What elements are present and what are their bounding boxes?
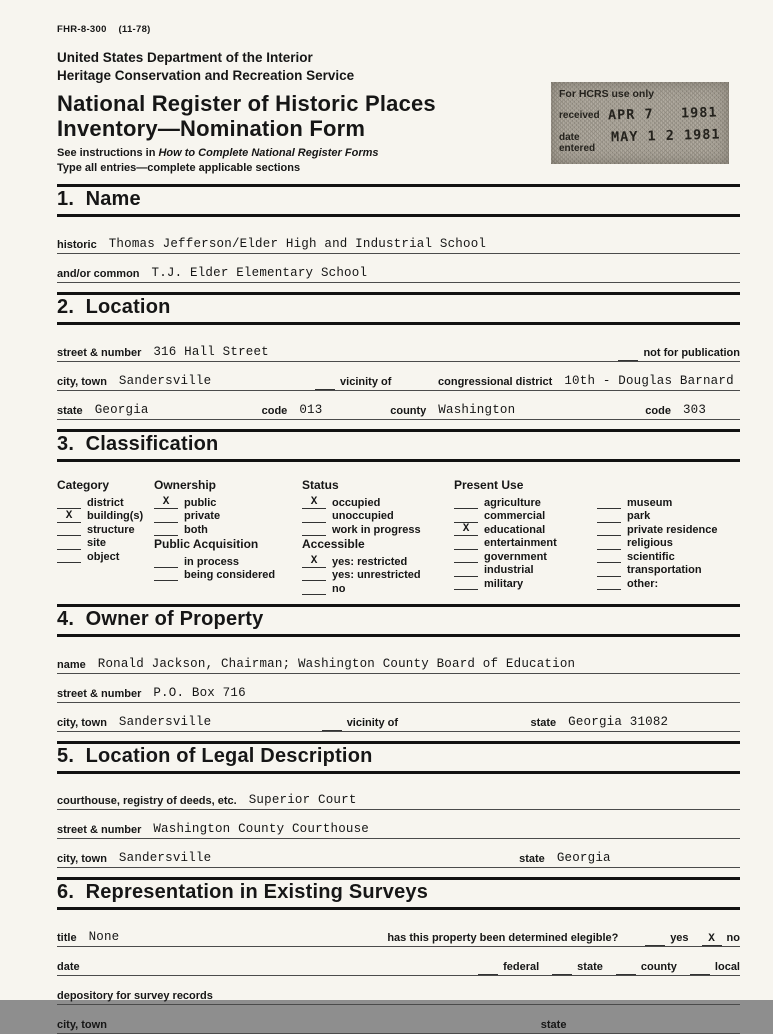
checkbox-row [57, 536, 154, 550]
checkbox-blank [302, 569, 326, 581]
checkbox-blank: X [454, 524, 478, 536]
street-row [57, 342, 740, 362]
checkbox-row [597, 496, 740, 510]
section-1-heading: 1. Name [57, 184, 740, 217]
owner-name-value: Ronald Jackson, Chairman; Washington County Board of Education [97, 656, 576, 671]
checkbox-row [454, 577, 597, 591]
historic-label: historic [57, 238, 97, 251]
checkbox-blank: X [154, 497, 178, 509]
owner-name-label: name [57, 658, 86, 671]
street-label: street & number [57, 346, 142, 359]
section-3-heading: 3. Classification [57, 429, 740, 462]
checkbox-row [154, 523, 302, 537]
local-checkbox-blank [690, 962, 710, 975]
legal-state-label: state [519, 853, 545, 866]
checkbox-label: entertainment [484, 537, 557, 550]
survey-date-row [57, 956, 740, 976]
accessible-title: Accessible [302, 537, 365, 552]
historic-name-row [57, 234, 740, 254]
stamp-received-date: APR 7 1981 [607, 104, 718, 124]
owner-street-value: P.O. Box 716 [153, 685, 246, 700]
courthouse-row [57, 790, 740, 810]
checkbox-label: private [184, 510, 221, 523]
checkbox-blank [57, 551, 81, 563]
common-label: and/or common [57, 267, 140, 280]
checkbox-label: site [87, 537, 106, 550]
owner-city-value: Sandersville [118, 714, 212, 729]
checkbox-row [454, 536, 597, 550]
checkbox-label: government [484, 550, 547, 563]
form-title-line-2: Inventory—Nomination Form [57, 115, 366, 141]
checkbox-blank [302, 583, 326, 595]
category-column [57, 478, 154, 595]
agency-line-2: Heritage Conservation and Recreation Service [57, 67, 355, 83]
checkbox-label: private residence [627, 523, 718, 536]
legal-street-label: street & number [57, 824, 142, 837]
common-value: T.J. Elder Elementary School [151, 265, 368, 280]
survey-title-row [57, 927, 740, 947]
checkbox-label: object [87, 550, 120, 563]
section-location [57, 292, 740, 420]
checkbox-blank [454, 578, 478, 590]
owner-city-row [57, 712, 740, 732]
checkbox-row [57, 523, 154, 537]
checkbox-label: unoccupied [332, 510, 394, 523]
checkbox-row [154, 496, 302, 510]
checkbox-label: other: [627, 577, 659, 590]
checkbox-blank: X [57, 511, 81, 523]
section-2-heading: 2. Location [57, 292, 740, 325]
checkbox-label: commercial [484, 510, 546, 523]
legal-street-row [57, 819, 740, 839]
street-value: 316 Hall Street [153, 344, 269, 359]
no-checkbox-blank: X [702, 933, 722, 946]
not-for-publication-blank [618, 348, 638, 361]
survey-state-label: state [540, 1018, 567, 1031]
checkbox-blank [454, 538, 478, 550]
vicinity-blank [322, 718, 342, 731]
checkbox-blank [454, 565, 478, 577]
owner-state-value: Georgia 31082 [568, 714, 669, 729]
section-6-heading: 6. Representation in Existing Surveys [57, 877, 740, 910]
stamp-received-label: received [559, 110, 600, 121]
instructions-manual-title: How to Complete National Register Forms [158, 146, 379, 159]
status-column [302, 478, 454, 595]
instructions-line-2: Type all entries—complete applicable sections [57, 162, 301, 175]
congressional-district-label: congressional district [438, 375, 553, 388]
checkbox-blank [454, 497, 478, 509]
no-label: no [726, 931, 740, 944]
checkbox-label: no [332, 582, 346, 595]
congressional-district-value: 10th - Douglas Barnard [564, 373, 734, 388]
legal-state-value: Georgia [556, 851, 611, 866]
owner-street-label: street & number [57, 687, 142, 700]
survey-city-label: city, town [57, 1018, 107, 1031]
checkbox-label: transportation [627, 564, 702, 577]
stamp-entered-label: date entered [559, 132, 596, 154]
checkbox-label: building(s) [87, 510, 144, 523]
checkbox-row [597, 550, 740, 564]
checkbox-label: yes: unrestricted [332, 569, 421, 582]
code-label: code [645, 404, 671, 417]
checkbox-label: being considered [184, 569, 276, 582]
checkbox-blank [597, 538, 621, 550]
stamp-use-only-label: For HCRS use only [559, 88, 655, 100]
checkbox-blank [454, 551, 478, 563]
code-value: 303 [682, 402, 707, 417]
section-classification [57, 429, 740, 595]
category-title: Category [57, 478, 110, 493]
checkbox-blank [57, 538, 81, 550]
agency-line-1: United States Department of the Interior [57, 50, 313, 65]
county-check-label: county [640, 960, 677, 973]
legal-city-value: Sandersville [118, 851, 212, 866]
section-existing-surveys [57, 877, 740, 1034]
present-use-title: Present Use [454, 478, 524, 493]
checkbox-row [302, 509, 454, 523]
historic-value: Thomas Jefferson/Elder High and Industrial School [108, 236, 487, 251]
owner-city-label: city, town [57, 716, 107, 729]
present-use-subcolumns [454, 496, 740, 591]
legal-street-value: Washington County Courthouse [153, 822, 369, 837]
checkbox-row [597, 509, 740, 523]
checkbox-label: yes: restricted [332, 555, 408, 568]
vicinity-blank [315, 377, 335, 390]
checkbox-row [57, 496, 154, 510]
stamp-received-row [559, 106, 721, 122]
checkbox-row [454, 523, 597, 537]
status-title: Status [302, 478, 339, 493]
checkbox-blank [302, 524, 326, 536]
checkbox-label: industrial [484, 564, 534, 577]
city-label: city, town [57, 375, 107, 388]
owner-state-label: state [530, 716, 557, 729]
checkbox-label: structure [87, 523, 135, 536]
checkbox-label: park [627, 510, 651, 523]
section-owner [57, 604, 740, 732]
present-use-column [454, 478, 740, 595]
stamp-entered-row [559, 128, 721, 154]
ownership-title: Ownership [154, 478, 217, 493]
checkbox-blank [454, 511, 478, 523]
agency-lines [57, 49, 740, 85]
state-check-label: state [577, 960, 603, 973]
survey-title-label: title [57, 931, 77, 944]
stamp-entered-date: MAY 1 2 1981 [611, 126, 722, 146]
county-value: Washington [438, 402, 516, 417]
vicinity-label: vicinity of [340, 375, 392, 388]
section-legal-description [57, 741, 740, 869]
depository-row [57, 985, 740, 1005]
section-name [57, 184, 740, 283]
checkbox-blank [597, 578, 621, 590]
checkbox-blank: X [302, 497, 326, 509]
checkbox-blank: X [302, 556, 326, 568]
checkbox-label: both [184, 523, 208, 536]
county-checkbox-blank [616, 962, 636, 975]
checkbox-row [454, 509, 597, 523]
county-label: county [390, 404, 427, 417]
checkbox-blank [597, 511, 621, 523]
checkbox-label: in process [184, 555, 240, 568]
section-4-heading: 4. Owner of Property [57, 604, 740, 637]
checkbox-blank [597, 551, 621, 563]
public-acquisition-title: Public Acquisition [154, 537, 259, 552]
checkbox-label: educational [484, 523, 546, 536]
section-5-heading: 5. Location of Legal Description [57, 741, 740, 774]
federal-label: federal [503, 960, 540, 973]
checkbox-blank [154, 524, 178, 536]
courthouse-value: Superior Court [248, 793, 357, 808]
checkbox-blank [597, 565, 621, 577]
common-name-row [57, 263, 740, 283]
owner-name-row [57, 654, 740, 674]
owner-street-row [57, 683, 740, 703]
checkbox-row [302, 554, 454, 568]
checkbox-row [597, 563, 740, 577]
survey-title-value: None [88, 929, 120, 944]
survey-date-label: date [57, 960, 80, 973]
checkbox-row [454, 563, 597, 577]
checkbox-row [454, 496, 597, 510]
checkbox-label: religious [627, 537, 673, 550]
checkbox-blank [154, 556, 178, 568]
present-use-right [597, 496, 740, 591]
local-label: local [714, 960, 740, 973]
checkbox-row [597, 577, 740, 591]
checkbox-row [597, 536, 740, 550]
survey-city-row [57, 1014, 740, 1034]
checkbox-blank [154, 569, 178, 581]
checkbox-label: agriculture [484, 496, 541, 509]
state-label: state [57, 404, 83, 417]
checkbox-row [597, 523, 740, 537]
owner-vicinity-label: vicinity of [346, 716, 399, 729]
not-for-publication-label: not for publication [643, 346, 740, 359]
ownership-column [154, 478, 302, 595]
checkbox-blank [597, 524, 621, 536]
checkbox-blank [302, 511, 326, 523]
checkbox-row [154, 509, 302, 523]
checkbox-row [302, 496, 454, 510]
checkbox-blank [154, 511, 178, 523]
checkbox-row [154, 568, 302, 582]
state-value: Georgia [94, 402, 149, 417]
checkbox-label: museum [627, 496, 673, 509]
state-checkbox-blank [552, 962, 572, 975]
checkbox-row [454, 550, 597, 564]
checkbox-row [154, 554, 302, 568]
checkbox-label: work in progress [332, 523, 421, 536]
state-row [57, 400, 740, 420]
form-number: FHR-8-300 (11-78) [57, 24, 151, 35]
checkbox-label: occupied [332, 496, 381, 509]
checkbox-row [302, 581, 454, 595]
depository-label: depository for survey records [57, 989, 213, 1002]
checkbox-blank [597, 497, 621, 509]
city-value: Sandersville [118, 373, 212, 388]
hcrs-date-stamp [551, 82, 729, 164]
checkbox-label: scientific [627, 550, 675, 563]
yes-label: yes [670, 931, 689, 944]
checkbox-label: public [184, 496, 217, 509]
legal-city-label: city, town [57, 853, 107, 866]
checkbox-row [57, 509, 154, 523]
yes-checkbox-blank [645, 933, 665, 946]
classification-grid [57, 478, 740, 595]
eligible-question-label: has this property been determined elegible? [387, 931, 619, 944]
present-use-left [454, 496, 597, 591]
form-title-line-1: National Register of Historic Places [57, 90, 436, 116]
code-label: code [261, 404, 288, 417]
checkbox-row [302, 568, 454, 582]
city-row [57, 371, 740, 391]
checkbox-label: district [87, 496, 124, 509]
legal-city-row [57, 848, 740, 868]
federal-checkbox-blank [478, 962, 498, 975]
code-value: 013 [299, 402, 323, 417]
instructions-prefix: See instructions in [57, 146, 159, 159]
checkbox-row [302, 523, 454, 537]
checkbox-blank [57, 524, 81, 536]
checkbox-blank [57, 497, 81, 509]
courthouse-label: courthouse, registry of deeds, etc. [57, 795, 237, 808]
checkbox-label: military [484, 577, 524, 590]
checkbox-row [57, 550, 154, 564]
